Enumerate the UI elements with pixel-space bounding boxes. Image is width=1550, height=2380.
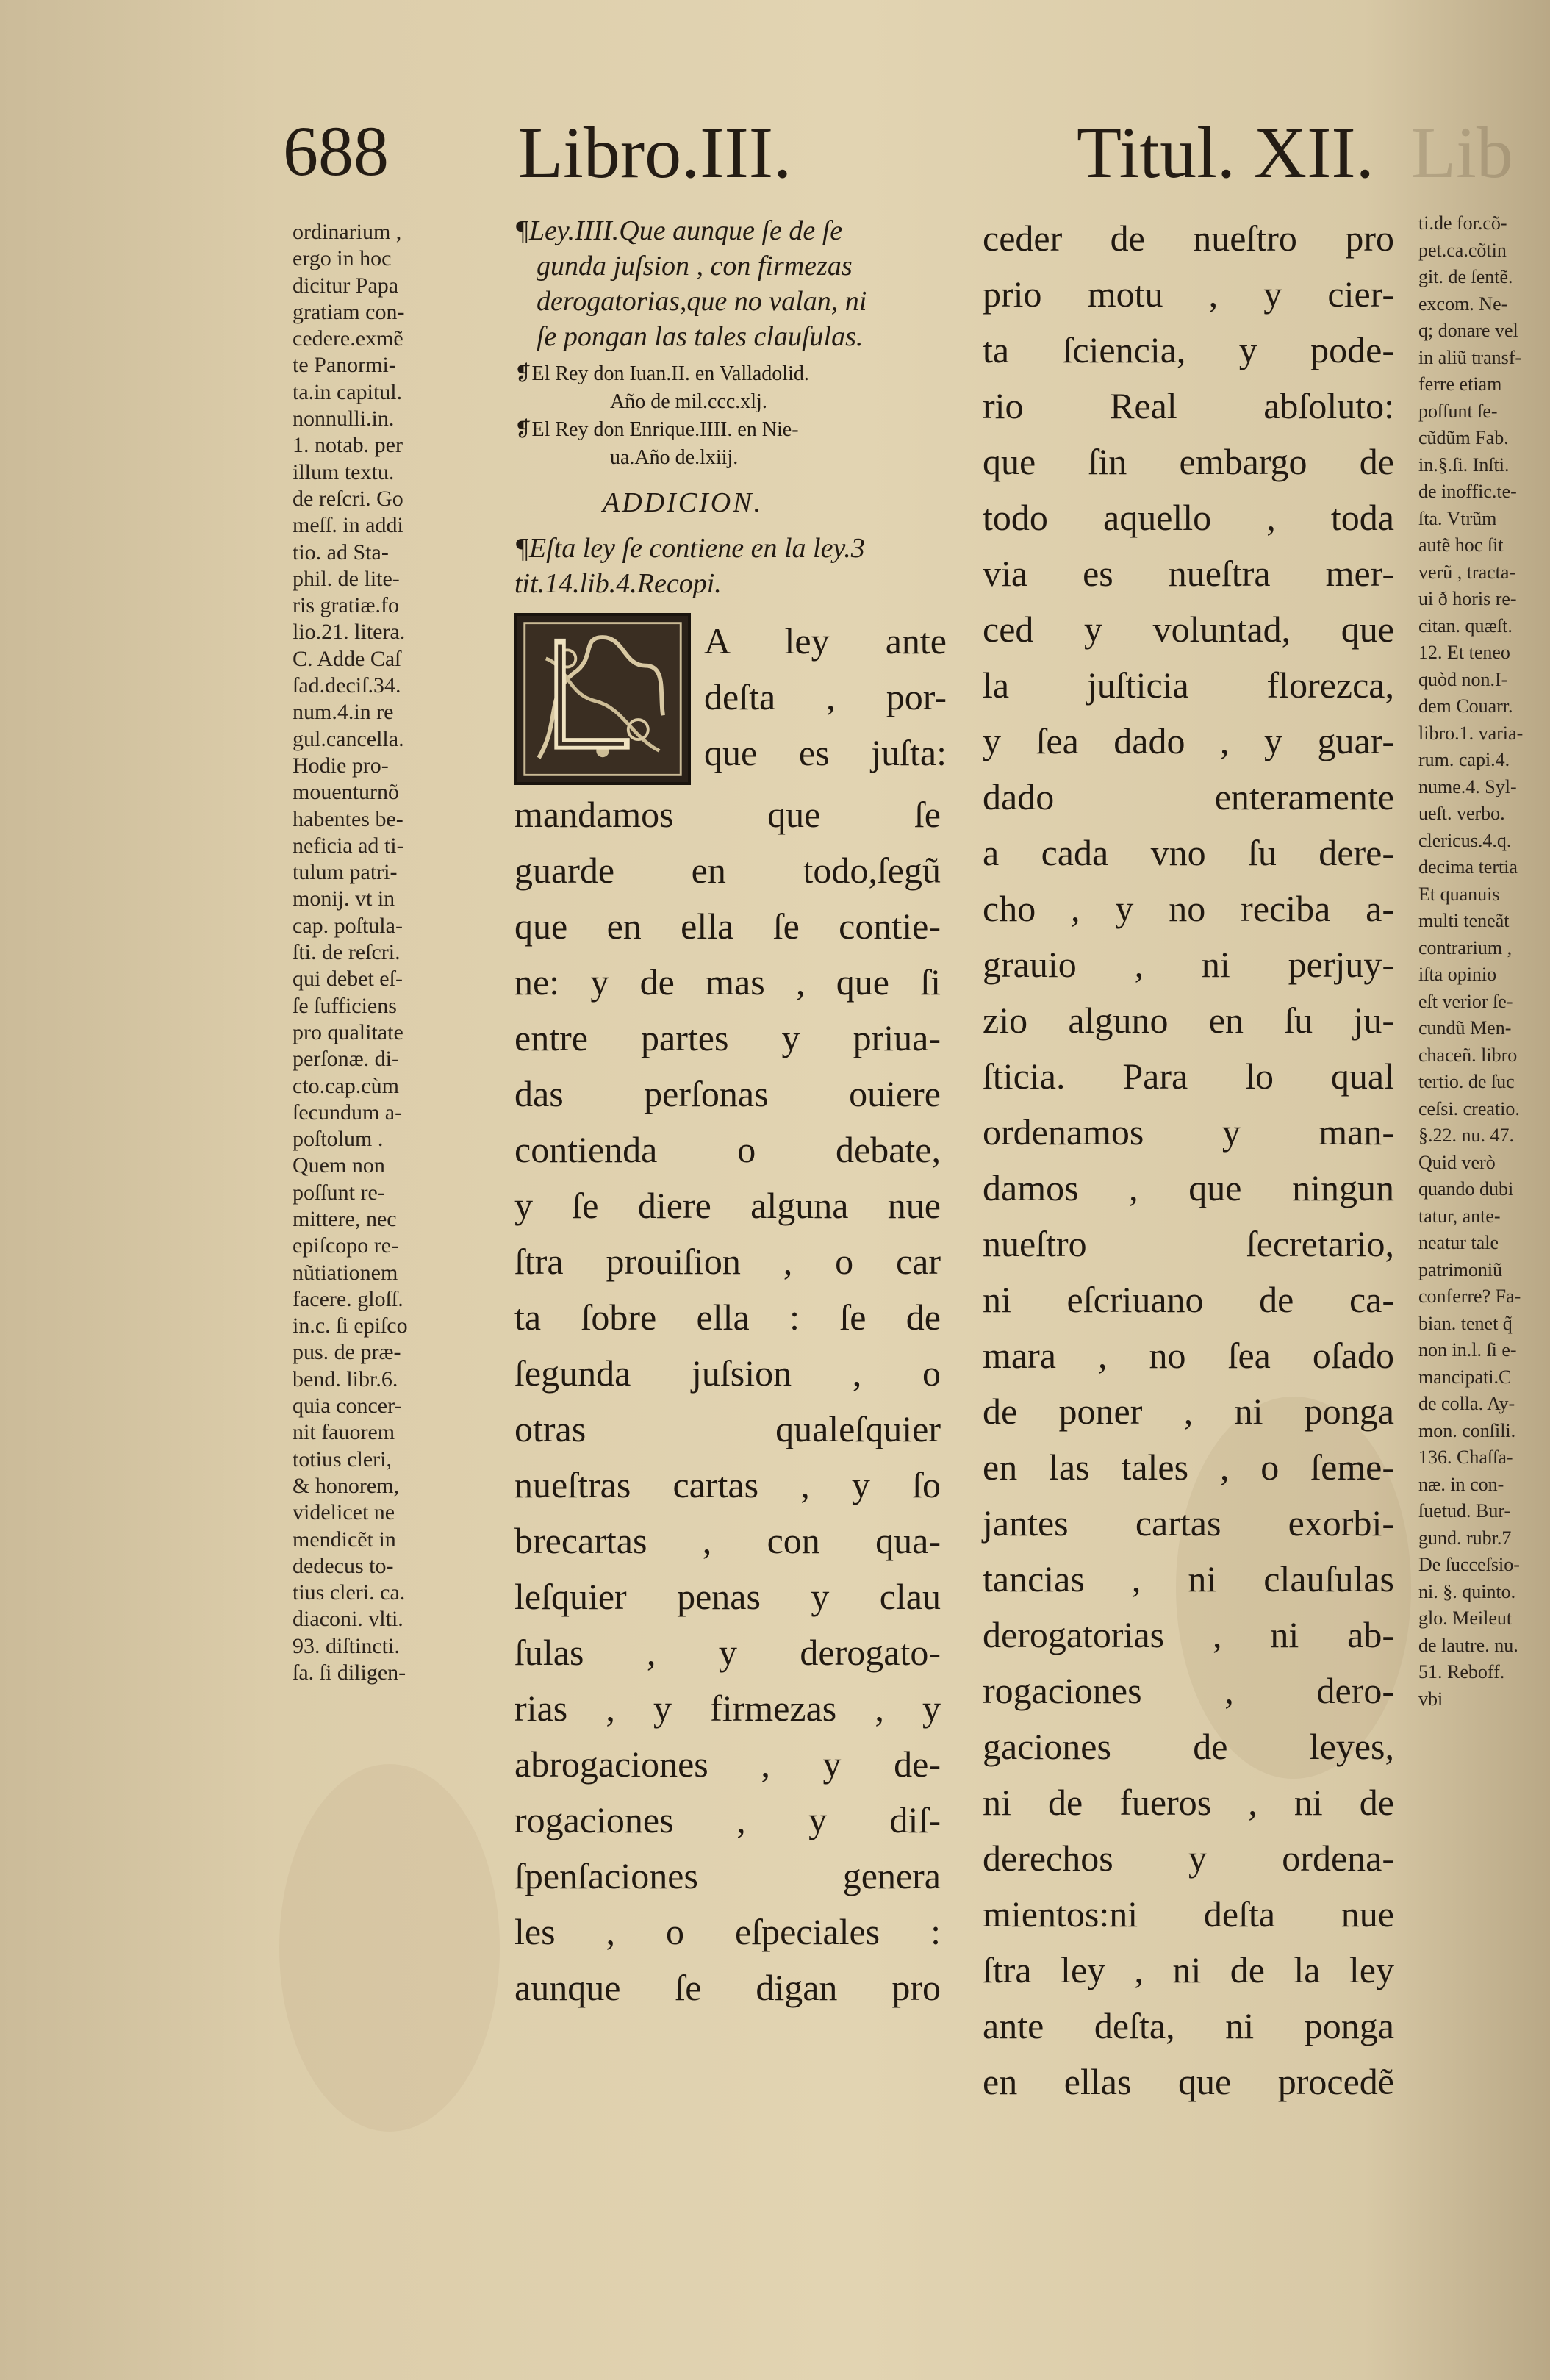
- gloss-line: bian. tenet q̃: [1418, 1312, 1513, 1334]
- gloss-line: mittere, nec: [293, 1206, 397, 1231]
- text-line: rogaciones , y diſ-: [514, 1799, 941, 1840]
- gloss-line: bend. libr.6.: [293, 1366, 398, 1391]
- gloss-line: nonnulli.in.: [293, 406, 395, 431]
- addicion-heading: ADDICION.: [603, 487, 764, 518]
- gloss-line: libro.1. varia-: [1418, 722, 1524, 744]
- text-line: ſegunda juſsion , o: [514, 1352, 941, 1394]
- text-line: la juſticia florezca,: [983, 664, 1394, 706]
- gloss-line: mon. conſili.: [1418, 1419, 1516, 1441]
- text-line: jantes cartas exorbi-: [983, 1502, 1394, 1544]
- gloss-line: qui debet eſ-: [293, 967, 403, 992]
- dropcap-text: [704, 613, 947, 781]
- gloss-line: multi teneãt: [1418, 910, 1510, 931]
- gloss-line: iſta opinio: [1418, 964, 1497, 985]
- text-line: rias , y firmezas , y: [514, 1688, 941, 1729]
- gloss-line: ceſsi. creatio.: [1418, 1097, 1520, 1119]
- text-line: contienda o debate,: [514, 1129, 941, 1170]
- text-line: ſulas , y derogato-: [514, 1632, 941, 1673]
- gloss-line: Quid verò: [1418, 1151, 1496, 1173]
- text-line: ſtra prouiſion , o car: [514, 1241, 941, 1282]
- text-line: zio alguno en ſu ju-: [983, 1000, 1394, 1041]
- gloss-line: monij. vt in: [293, 886, 395, 911]
- book-label: Libro.III.: [518, 112, 792, 193]
- gloss-line: næ. in con-: [1418, 1473, 1504, 1495]
- text-line: derogatorias , ni ab-: [983, 1614, 1394, 1655]
- gloss-line: clericus.4.q.: [1418, 829, 1512, 851]
- text-line: aunque ſe digan pro: [514, 1967, 941, 2008]
- main-text-left: [514, 786, 941, 2015]
- gloss-line: ui ð horis re-: [1418, 588, 1517, 609]
- gloss-line: tertio. de ſuc: [1418, 1071, 1515, 1092]
- text-line: entre partes y priua-: [514, 1017, 941, 1058]
- gloss-line: quando dubi: [1418, 1178, 1514, 1200]
- decorated-initial-L: [514, 613, 691, 785]
- text-line: en las tales , o ſeme-: [983, 1447, 1394, 1488]
- gloss-line: rum. capi.4.: [1418, 749, 1510, 770]
- text-line: todo aquello , toda: [983, 497, 1394, 538]
- gloss-line: totius cleri,: [293, 1447, 392, 1472]
- gloss-line: neficia ad ti-: [293, 833, 404, 858]
- title-label: Titul. XII.: [1077, 112, 1374, 193]
- text-line: rogaciones , dero-: [983, 1670, 1394, 1711]
- text-line: damos , que ningun: [983, 1167, 1394, 1208]
- gloss-line: dem Couarr.: [1418, 695, 1513, 717]
- text-line: gaciones de leyes,: [983, 1726, 1394, 1767]
- text-line: abrogaciones , y de-: [514, 1743, 941, 1785]
- rubric-line: ¶Ley.IIII.Que aunque ſe de ſe: [514, 215, 843, 246]
- right-marginal-gloss: [1418, 210, 1543, 1713]
- gloss-line: cundũ Men-: [1418, 1017, 1512, 1039]
- gloss-line: conferre? Fa-: [1418, 1286, 1521, 1307]
- text-line: mientos:ni deſta nue: [983, 1893, 1394, 1935]
- text-line: deſta , por-: [704, 676, 947, 717]
- gloss-line: ti.de for.cõ-: [1418, 212, 1507, 234]
- gloss-line: poſtolum .: [293, 1127, 384, 1152]
- text-line: via es nueſtra mer-: [983, 553, 1394, 594]
- gloss-line: non in.l. ſi e-: [1418, 1339, 1517, 1361]
- text-line: rio Real abſoluto:: [983, 385, 1394, 426]
- text-line: ne: y de mas , que ſi: [514, 961, 941, 1003]
- text-line: y ſe diere alguna nue: [514, 1185, 941, 1226]
- gloss-line: ſad.deciſ.34.: [293, 673, 401, 698]
- text-line: grauio , ni perjuy-: [983, 944, 1394, 985]
- gloss-line: ſa. ſi diligen-: [293, 1660, 406, 1685]
- gloss-line: ſe ſufficiens: [293, 993, 397, 1018]
- gloss-line: citan. quæſt.: [1418, 614, 1513, 637]
- text-line: derechos y ordena-: [983, 1838, 1394, 1879]
- page-number: 688: [283, 112, 389, 190]
- gloss-line: 12. Et teneo: [1418, 642, 1510, 663]
- text-line: que ſin embargo de: [983, 441, 1394, 482]
- text-line: ſpenſaciones genera: [514, 1855, 941, 1896]
- law-rubric: [514, 213, 941, 354]
- text-line: leſquier penas y clau: [514, 1576, 941, 1617]
- gloss-line: patrimoniũ: [1418, 1258, 1503, 1280]
- gloss-line: nume.4. Syl-: [1418, 775, 1517, 797]
- gloss-line: cedere.exmẽ: [293, 326, 403, 351]
- gloss-line: perſonæ. di-: [293, 1047, 399, 1072]
- gloss-line: ſuetud. Bur-: [1418, 1500, 1511, 1521]
- gloss-line: meſſ. in addi: [293, 513, 403, 538]
- text-line: A ley ante: [704, 620, 947, 662]
- text-line: a cada vno ſu dere-: [983, 832, 1394, 873]
- gloss-line: quòd non.I-: [1418, 668, 1508, 690]
- text-line: ſtra ley , ni de la ley: [983, 1949, 1394, 1990]
- note-line: tit.14.lib.4.Recopi.: [514, 568, 722, 599]
- gloss-line: 136. Chaſſa-: [1418, 1447, 1513, 1468]
- gloss-line: dedecus to-: [293, 1553, 394, 1578]
- gloss-line: ris gratiæ.fo: [293, 593, 399, 618]
- gloss-line: contrarium ,: [1418, 936, 1513, 958]
- main-column-left: [514, 213, 947, 2015]
- text-line: prio motu , y cier-: [983, 273, 1394, 315]
- gloss-line: mancipati.C: [1418, 1366, 1512, 1388]
- text-line: ſticia. Para lo qual: [983, 1055, 1394, 1097]
- text-line: ni eſcriuano de ca-: [983, 1279, 1394, 1320]
- gloss-line: lio.21. litera.: [293, 620, 406, 645]
- gloss-line: dicitur Papa: [293, 273, 399, 298]
- rubric-line: gunda juſsion , con firmezas: [537, 251, 853, 282]
- dropcap-block: [514, 613, 947, 786]
- gloss-line: mouenturnõ: [293, 780, 399, 805]
- gloss-line: ſecundum a-: [293, 1100, 403, 1125]
- text-line: ced y voluntad, que: [983, 609, 1394, 650]
- text-line: ni de fueros , ni de: [983, 1782, 1394, 1823]
- gloss-line: in.§.ſi. Inſti.: [1418, 454, 1510, 476]
- gloss-line: ferre etiam: [1418, 373, 1502, 395]
- gloss-line: de reſcri. Go: [293, 486, 403, 511]
- text-line: ta ſobre ella : ſe de: [514, 1297, 941, 1338]
- gloss-line: de lautre. nu.: [1418, 1634, 1518, 1656]
- gloss-line: cap. poſtula-: [293, 913, 403, 938]
- gloss-line: Quem non: [293, 1153, 385, 1178]
- left-marginal-gloss: [293, 219, 485, 1686]
- gloss-line: git. de ſentẽ.: [1418, 266, 1513, 287]
- gloss-line: gund. rubr.7: [1418, 1527, 1512, 1549]
- text-line: nueſtro ſecretario,: [983, 1223, 1394, 1264]
- gloss-line: ordinarium ,: [293, 220, 402, 244]
- rubric-line: derogatorias,que no valan, ni: [537, 286, 867, 317]
- king-line: ❡El Rey don Iuan.II. en Valladolid.: [514, 362, 809, 385]
- gloss-line: De ſucceſsio-: [1418, 1554, 1520, 1575]
- gloss-line: phil. de lite-: [293, 566, 400, 591]
- gloss-line: chaceñ. libro: [1418, 1044, 1518, 1066]
- text-line: tancias , ni clauſulas: [983, 1558, 1394, 1599]
- running-header: [0, 110, 1550, 213]
- gloss-line: vbi: [1418, 1688, 1443, 1710]
- gloss-line: poſſunt ſe-: [1418, 400, 1498, 422]
- text-line: nueſtras cartas , y ſo: [514, 1464, 941, 1505]
- gloss-line: facere. gloſſ.: [293, 1286, 403, 1311]
- text-line: que es juſta:: [704, 732, 947, 773]
- gloss-line: pro qualitate: [293, 1019, 403, 1044]
- gloss-line: ſti. de reſcri.: [293, 940, 401, 965]
- text-line: que en ella ſe contie-: [514, 906, 941, 947]
- text-line: mara , no ſea oſado: [983, 1335, 1394, 1376]
- text-line: ordenamos y man-: [983, 1111, 1394, 1153]
- gloss-line: Hodie pro-: [293, 753, 389, 778]
- gloss-line: pet.ca.cõtin: [1418, 239, 1507, 261]
- gloss-line: in aliũ transf-: [1418, 346, 1522, 368]
- gloss-line: illum textu.: [293, 459, 395, 484]
- text-line: les , o eſpeciales :: [514, 1911, 941, 1952]
- gloss-line: diaconi. vlti.: [293, 1607, 403, 1632]
- king-line: Año de mil.ccc.xlj.: [610, 390, 767, 413]
- gloss-line: mendicẽt in: [293, 1527, 396, 1552]
- gloss-line: habentes be-: [293, 806, 403, 831]
- text-line: en ellas que procedẽ: [983, 2061, 1394, 2102]
- gloss-line: de colla. Ay-: [1418, 1393, 1515, 1414]
- gloss-line: cũdũm Fab.: [1418, 427, 1509, 448]
- gloss-line: eſt verior ſe-: [1418, 990, 1513, 1012]
- text-line: y ſea dado , y guar-: [983, 720, 1394, 761]
- text-line: guarde en todo,ſegũ: [514, 850, 941, 891]
- gloss-line: ergo in hoc: [293, 246, 392, 271]
- gloss-line: ueſt. verbo.: [1418, 803, 1505, 824]
- gloss-line: epiſcopo re-: [293, 1233, 399, 1258]
- rubric-line: ſe pongan las tales clauſulas.: [537, 321, 864, 352]
- gloss-line: quia concer-: [293, 1394, 402, 1419]
- gloss-line: cto.cap.cùm: [293, 1073, 399, 1098]
- gloss-line: poſſunt re-: [293, 1180, 385, 1205]
- gloss-line: tatur, ante-: [1418, 1205, 1501, 1227]
- gloss-line: ſta. Vtrũm: [1418, 507, 1497, 529]
- gloss-line: excom. Ne-: [1418, 293, 1508, 315]
- gloss-line: gratiam con-: [293, 299, 405, 324]
- addicion-note: [514, 531, 941, 601]
- gloss-line: pus. de præ-: [293, 1340, 401, 1365]
- main-column-right: [983, 210, 1394, 2110]
- text-line: mandamos que ſe: [514, 794, 941, 835]
- gloss-line: videlicet ne: [293, 1500, 395, 1525]
- gloss-line: 51. Reboff.: [1418, 1661, 1505, 1682]
- king-line: ❡El Rey don Enrique.IIII. en Nie-: [514, 418, 799, 441]
- gloss-line: ta.in capitul.: [293, 379, 403, 404]
- gloss-line: in.c. ſi epiſco: [293, 1313, 408, 1338]
- gloss-line: autẽ hoc ſit: [1418, 534, 1504, 556]
- gloss-line: nũtiationem: [293, 1260, 398, 1285]
- ornament-icon: [517, 616, 688, 782]
- gloss-line: gul.cancella.: [293, 726, 404, 751]
- gloss-line: tio. ad Sta-: [293, 540, 389, 564]
- text-line: ta ſciencia, y pode-: [983, 329, 1394, 370]
- gloss-line: te Panormi-: [293, 353, 396, 378]
- king-line: ua.Año de.lxiij.: [610, 446, 739, 469]
- gloss-line: de inoffic.te-: [1418, 481, 1517, 502]
- king-references: [514, 360, 941, 472]
- text-line: brecartas , con qua-: [514, 1520, 941, 1561]
- gloss-line: & honorem,: [293, 1473, 399, 1498]
- gloss-line: 93. diſtincti.: [293, 1633, 400, 1658]
- text-line: ante deſta, ni ponga: [983, 2005, 1394, 2046]
- gloss-line: C. Adde Caſ: [293, 646, 401, 671]
- gloss-line: q; donare vel: [1418, 320, 1518, 341]
- gloss-line: Et quanuis: [1418, 883, 1500, 905]
- gloss-line: tius cleri. ca.: [293, 1580, 406, 1605]
- text-line: dado enteramente: [983, 776, 1394, 817]
- gloss-line: verũ , tracta-: [1418, 561, 1516, 583]
- gloss-line: neatur tale: [1418, 1232, 1499, 1253]
- gloss-line: nit fauorem: [293, 1420, 395, 1445]
- gloss-line: tulum patri-: [293, 860, 398, 885]
- text-line: cho , y no reciba a-: [983, 888, 1394, 929]
- paper-stain: [279, 1764, 500, 2132]
- text-line: otras qualeſquier: [514, 1408, 941, 1449]
- text-line: ceder de nueſtro pro: [983, 218, 1394, 259]
- gloss-line: glo. Meileut: [1418, 1607, 1513, 1629]
- gloss-line: 1. notab. per: [293, 433, 403, 458]
- gloss-line: decima tertia: [1418, 856, 1518, 878]
- gloss-line: §.22. nu. 47.: [1418, 1125, 1514, 1146]
- text-line: de poner , ni ponga: [983, 1391, 1394, 1432]
- note-line: ¶Eſta ley ſe contiene en la ley.3: [514, 533, 865, 564]
- gloss-line: num.4.in re: [293, 700, 394, 725]
- text-line: das perſonas ouiere: [514, 1073, 941, 1114]
- bleed-through-text: Lib: [1411, 112, 1513, 193]
- gloss-line: ni. §. quinto.: [1418, 1580, 1516, 1602]
